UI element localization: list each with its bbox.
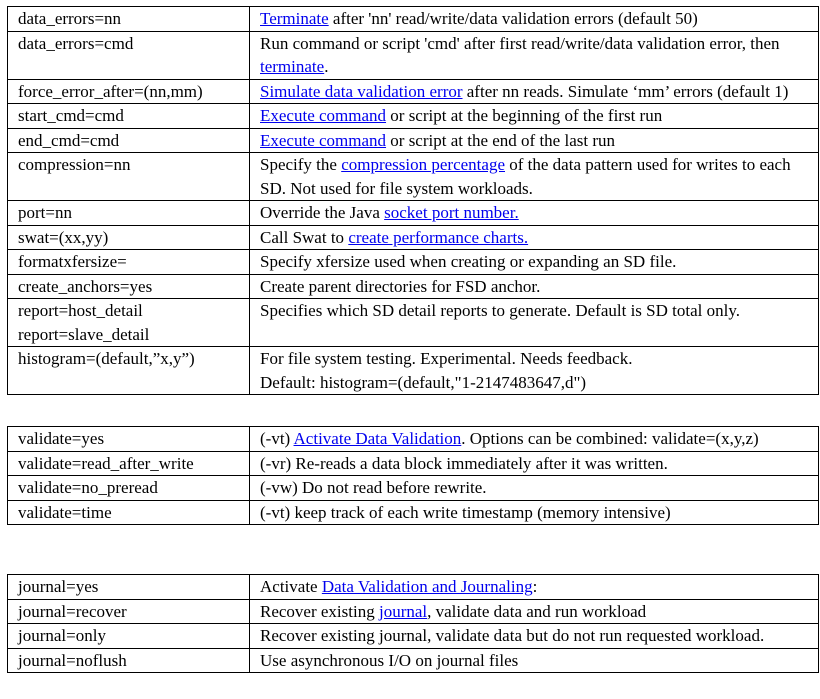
table-row [8, 299, 819, 347]
parameter-cell: data_errors=nn [8, 7, 250, 32]
description-text: , validate data and run workload [427, 601, 647, 621]
doc-link[interactable]: Simulate data validation error [260, 81, 463, 101]
table-row [8, 225, 819, 250]
description-text: Use asynchronous I/O on journal files [260, 650, 519, 670]
parameter-cell: validate=yes [8, 427, 250, 452]
table-row [8, 7, 819, 32]
description-text: (-vr) Re-reads a data block immediately after it was written. [260, 453, 668, 473]
table-row [8, 575, 819, 600]
description-cell [250, 153, 819, 201]
table-row [8, 624, 819, 649]
description-text: Specify xfersize used when creating or expanding an SD file. [260, 252, 677, 271]
description-text: Create parent directories for FSD anchor. [260, 276, 541, 296]
table-row [8, 79, 819, 104]
parameter-table-journal [7, 574, 819, 673]
doc-link[interactable]: socket port number. [384, 203, 519, 222]
description-text: after 'nn' read/write/data validation errors (default 50) [328, 9, 698, 28]
doc-link[interactable]: create performance charts. [348, 227, 529, 247]
description-text: Override the Java [260, 203, 385, 222]
table-row [8, 500, 819, 525]
parameter-cell: journal=only [8, 624, 250, 649]
parameter-cell: port=nn [8, 201, 250, 226]
description-text: For file system testing. Experimental. Needs feedback. Default: histogram=(default,"1-2147483647,d") [260, 349, 633, 392]
parameter-cell: validate=no_preread [8, 476, 250, 501]
table-row [8, 31, 819, 79]
description-text: (-vt) keep track of each write timestamp (memory intensive) [260, 502, 671, 522]
table-row [8, 347, 819, 395]
parameter-cell: journal=recover [8, 599, 250, 624]
parameter-cell: start_cmd=cmd [8, 104, 250, 129]
parameter-cell: journal=yes [8, 575, 250, 600]
table-row [8, 201, 819, 226]
table-row [8, 128, 819, 153]
parameter-cell: end_cmd=cmd [8, 128, 250, 153]
table-row [8, 427, 819, 452]
doc-link[interactable]: Execute command [260, 106, 387, 125]
parameter-cell: formatxfersize= [8, 250, 250, 275]
description-text: Specify the [260, 155, 342, 174]
table-row [8, 451, 819, 476]
parameter-cell: report=host_detail report=slave_detail [8, 299, 250, 347]
description-cell [250, 7, 819, 32]
description-cell [250, 128, 819, 153]
description-text: : [532, 577, 538, 596]
table-row [8, 648, 819, 673]
description-cell [250, 476, 819, 501]
parameter-cell: journal=noflush [8, 648, 250, 673]
parameter-cell: compression=nn [8, 153, 250, 201]
parameter-cell: create_anchors=yes [8, 274, 250, 299]
description-cell [250, 299, 819, 347]
doc-link[interactable]: compression percentage [341, 155, 505, 174]
table-row [8, 153, 819, 201]
description-text: or script at the beginning of the first run [386, 106, 663, 125]
doc-link[interactable]: Data Validation and Journaling [321, 577, 533, 596]
description-cell [250, 79, 819, 104]
doc-link[interactable]: Terminate [260, 9, 329, 28]
description-cell [250, 599, 819, 624]
description-text: Recover existing [260, 601, 379, 621]
description-text: (-vw) Do not read before rewrite. [260, 478, 487, 497]
doc-link[interactable]: Execute command [260, 130, 387, 150]
description-text: or script at the end of the last run [386, 130, 615, 150]
description-text: Run command or script 'cmd' after first read/write/data validation error, then [260, 33, 780, 53]
parameter-cell: swat=(xx,yy) [8, 225, 250, 250]
description-text: . [324, 57, 329, 76]
parameter-cell: histogram=(default,”x,y”) [8, 347, 250, 395]
table-row [8, 274, 819, 299]
description-text: (-vt) [260, 429, 294, 448]
description-cell [250, 575, 819, 600]
description-cell [250, 274, 819, 299]
description-text: Specifies which SD detail reports to generate. Default is SD total only. [260, 301, 740, 320]
description-cell [250, 427, 819, 452]
parameter-table-general [7, 6, 819, 395]
doc-link[interactable]: journal [378, 601, 428, 621]
description-text: Activate [260, 577, 322, 596]
parameter-cell: validate=time [8, 500, 250, 525]
description-cell [250, 31, 819, 79]
description-cell [250, 201, 819, 226]
description-cell [250, 225, 819, 250]
parameter-cell: validate=read_after_write [8, 451, 250, 476]
table-row [8, 104, 819, 129]
description-text: Call Swat to [260, 227, 349, 247]
doc-link[interactable]: Activate Data Validation [293, 429, 462, 448]
description-cell [250, 104, 819, 129]
parameter-cell: force_error_after=(nn,mm) [8, 79, 250, 104]
description-text: after nn reads. Simulate ‘mm’ errors (default 1) [462, 81, 789, 101]
description-text: of the data pattern used for writes to each SD. Not used for file system workloads. [260, 155, 791, 198]
description-cell [250, 250, 819, 275]
description-cell [250, 624, 819, 649]
parameter-table-validate [7, 426, 819, 525]
doc-link[interactable]: terminate [260, 57, 325, 76]
description-cell [250, 347, 819, 395]
parameter-cell: data_errors=cmd [8, 31, 250, 79]
table-row [8, 599, 819, 624]
description-cell [250, 451, 819, 476]
description-text: Recover existing journal, validate data but do not run requested workload. [260, 626, 765, 645]
description-text: . Options can be combined: validate=(x,y,z) [461, 429, 759, 448]
table-row [8, 250, 819, 275]
description-cell [250, 648, 819, 673]
table-row [8, 476, 819, 501]
description-cell [250, 500, 819, 525]
